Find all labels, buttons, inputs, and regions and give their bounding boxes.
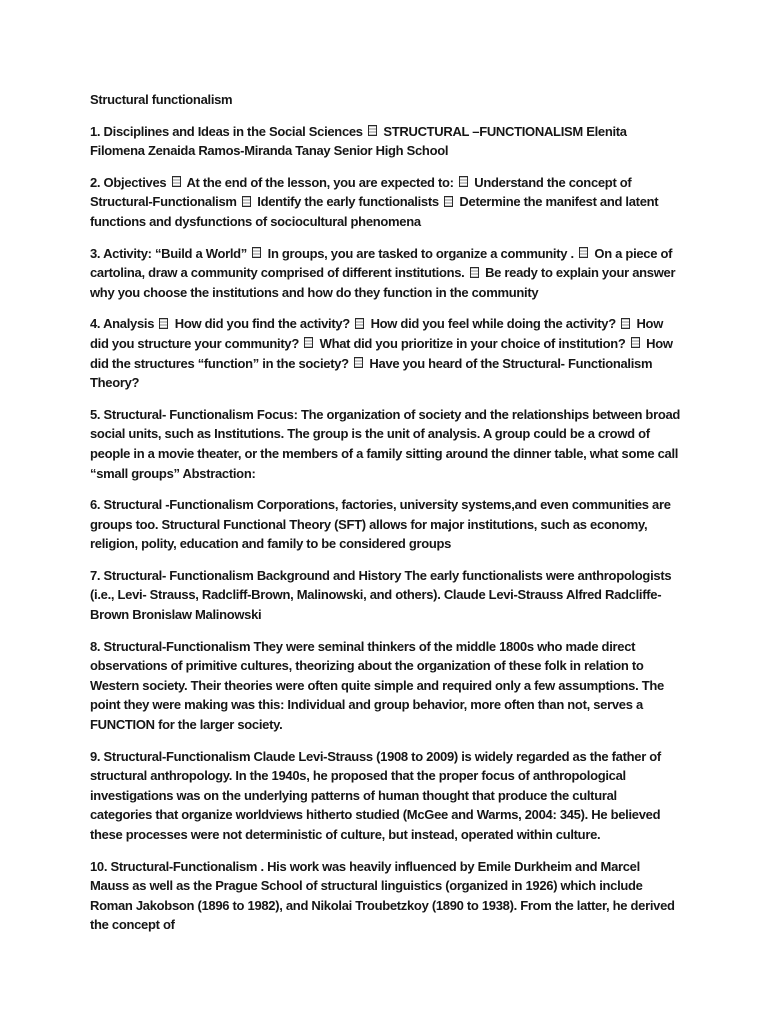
document-body <box>90 90 682 947</box>
paragraph: 9. Structural-Functionalism Claude Levi-Strauss (1908 to 2009) is widely regarded as the father of structural anthropology. In the 1940s, he proposed that the proper focus of anthropological investigations was on the underlying patterns of human thought that produce the cultural categories that organize worldviews hitherto studied (McGee and Warms, 2004: 345). He believed these processes were not deterministic of culture, but instead, operated within culture. <box>90 748 661 842</box>
paragraph: 8. Structural-Functionalism They were seminal thinkers of the middle 1800s who made direct observations of primitive cultures, theorizing about the organization of these folk in relation to Western society. Their theories were often quite simple and required only a few assumptions. The point they were making was this: Individual and group behavior, more often than not, serves a FUNCTION for the larger society. <box>90 638 664 733</box>
paragraph: 4. Analysis How did you find the activity? How did you feel while doing the activity? How did you structure your community? What did you prioritize in your choice of institution? How did the structures “function” in the society? Have you heard of the Structural- Functionalism Theory? <box>90 316 673 391</box>
paragraph: 3. Activity: “Build a World” In groups, you are tasked to organize a community . On a piece of cartolina, draw a community comprised of different institutions. Be ready to explain your answer why you choose the institutions and how do they function in the community <box>90 245 676 300</box>
paragraph: 1. Disciplines and Ideas in the Social Sciences STRUCTURAL –FUNCTIONALISM Elenita Filomena Zenaida Ramos-Miranda Tanay Senior High School <box>90 123 627 159</box>
paragraph: 2. Objectives At the end of the lesson, you are expected to: Understand the concept of Structural-Functionalism Identify the early functionalists Determine the manifest and latent functions and dysfunctions of sociocultural phenomena <box>90 174 659 229</box>
missing-glyph-icon <box>631 337 640 348</box>
paragraph: 6. Structural -Functionalism Corporations, factories, university systems,and even communities are groups too. Structural Functional Theory (SFT) allows for major institutions, such as economy, religion, polity, education and family to be considered groups <box>90 497 671 552</box>
missing-glyph-icon <box>159 318 168 329</box>
document-title: Structural functionalism <box>90 92 233 107</box>
missing-glyph-icon <box>355 318 364 329</box>
missing-glyph-icon <box>368 125 377 136</box>
missing-glyph-icon <box>354 357 363 368</box>
missing-glyph-icon <box>252 247 261 258</box>
missing-glyph-icon <box>242 196 251 207</box>
missing-glyph-icon <box>172 176 181 187</box>
paragraph-container <box>90 122 682 935</box>
paragraph: 5. Structural- Functionalism Focus: The organization of society and the relationships between broad social units, such as Institutions. The group is the unit of analysis. A group could be a crowd of people in a movie theater, or the members of a family sitting around the dinner table, what some call “small groups” Abstraction: <box>90 406 681 481</box>
missing-glyph-icon <box>459 176 468 187</box>
missing-glyph-icon <box>621 318 630 329</box>
missing-glyph-icon <box>579 247 588 258</box>
paragraph: 10. Structural-Functionalism . His work was heavily influenced by Emile Durkheim and Marcel Mauss as well as the Prague School of structural linguistics (organized in 1926) which include Roman Jakobson (1896 to 1982), and Nikolai Troubetzkoy (1890 to 1938). From the latter, he derived the concept of <box>90 858 675 933</box>
missing-glyph-icon <box>444 196 453 207</box>
missing-glyph-icon <box>304 337 313 348</box>
missing-glyph-icon <box>470 267 479 278</box>
paragraph: 7. Structural- Functionalism Background and History The early functionalists were anthropologists (i.e., Levi- Strauss, Radcliff-Brown, Malinowski, and others). Claude Levi-Strauss Alfred Radcliffe-Brown Bronislaw Malinowski <box>90 567 672 623</box>
